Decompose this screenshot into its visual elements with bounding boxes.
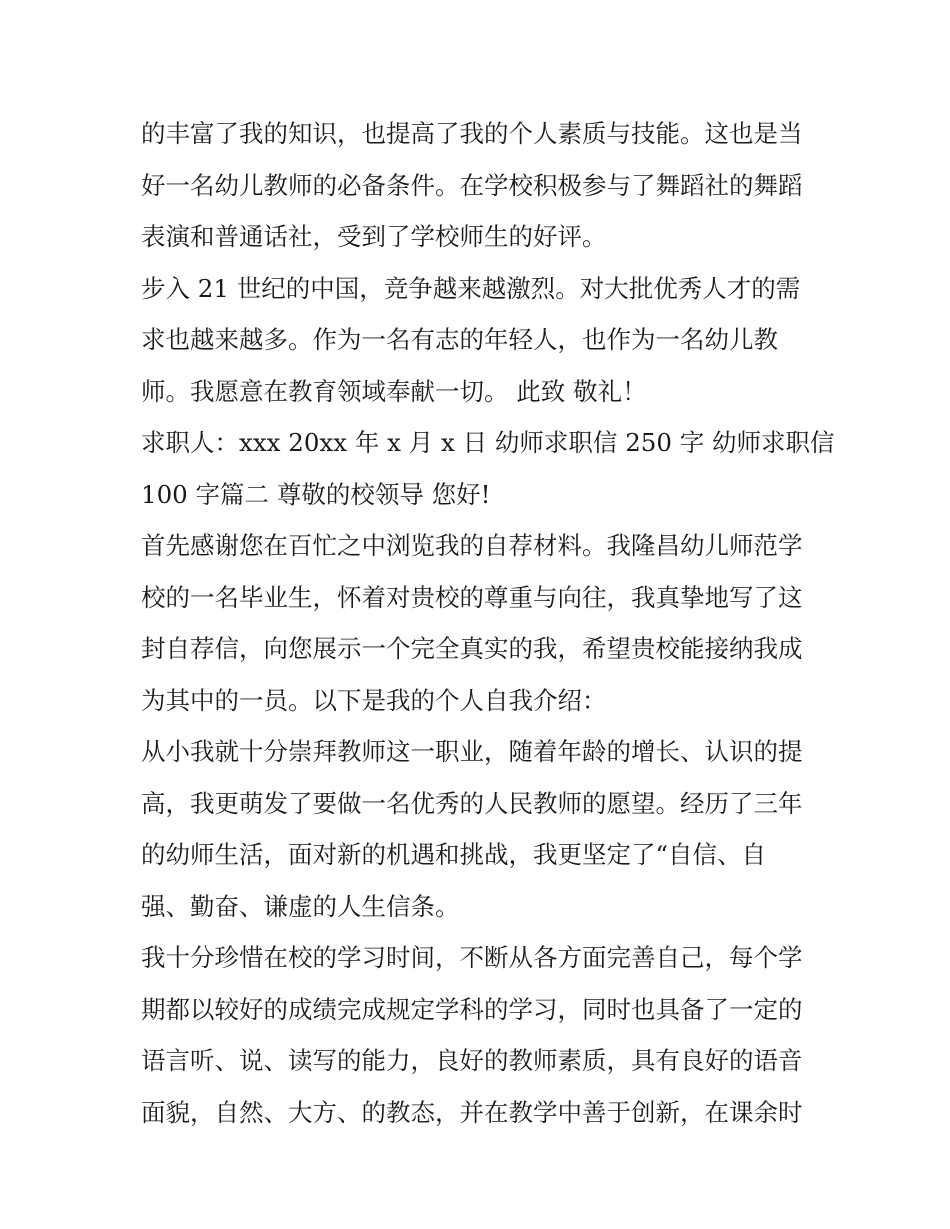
text-line: 期都以较好的成绩完成规定学科的学习，同时也具备了一定的: [141, 994, 803, 1024]
text-line: 步入 21 世纪的中国，竞争越来越激烈。对大批优秀人才的需: [141, 273, 801, 303]
text-line: 求也越来越多。作为一名有志的年轻人，也作为一名幼儿教: [141, 325, 778, 354]
text-line: 100 字篇二 尊敬的校领导 您好!: [141, 479, 491, 509]
text-line: 求职人：xxx 20xx 年 x 月 x 日 幼师求职信 250 字 幼师求职信: [141, 428, 835, 457]
text-line: 面貌，自然、大方、的教态，并在教学中善于创新，在课余时: [141, 1097, 803, 1127]
body-text: [141, 108, 835, 1138]
text-line: 的丰富了我的知识，也提高了我的个人素质与技能。这也是当: [141, 119, 803, 148]
text-line: 首先感谢您在百忙之中浏览我的自荐材料。我隆昌幼儿师范学: [141, 531, 803, 560]
text-line: 语言听、说、读写的能力，良好的教师素质，具有良好的语音: [141, 1046, 803, 1075]
text-line: 从小我就十分崇拜教师这一职业，随着年龄的增长、认识的提: [141, 737, 803, 766]
text-line: 好一名幼儿教师的必备条件。在学校积极参与了舞蹈社的舞蹈: [141, 170, 803, 200]
text-line: 的幼师生活，面对新的机遇和挑战，我更坚定了“自信、自: [141, 840, 767, 869]
text-line: 表演和普通话社，受到了学校师生的好评。: [141, 222, 607, 251]
text-line: 封自荐信，向您展示一个完全真实的我，希望贵校能接纳我成: [141, 634, 803, 663]
text-line: 师。我愿意在教育领域奉献一切。 此致 敬礼！: [141, 376, 647, 406]
text-line: 我十分珍惜在校的学习时间，不断从各方面完善自己，每个学: [141, 943, 803, 972]
text-line: 校的一名毕业生，怀着对贵校的尊重与向往，我真挚地写了这: [141, 582, 803, 612]
text-line: 为其中的一员。以下是我的个人自我介绍：: [141, 685, 607, 715]
text-line: 强、勤奋、谦虚的人生信条。: [141, 891, 460, 921]
text-line: 高，我更萌发了要做一名优秀的人民教师的愿望。经历了三年: [141, 788, 803, 818]
